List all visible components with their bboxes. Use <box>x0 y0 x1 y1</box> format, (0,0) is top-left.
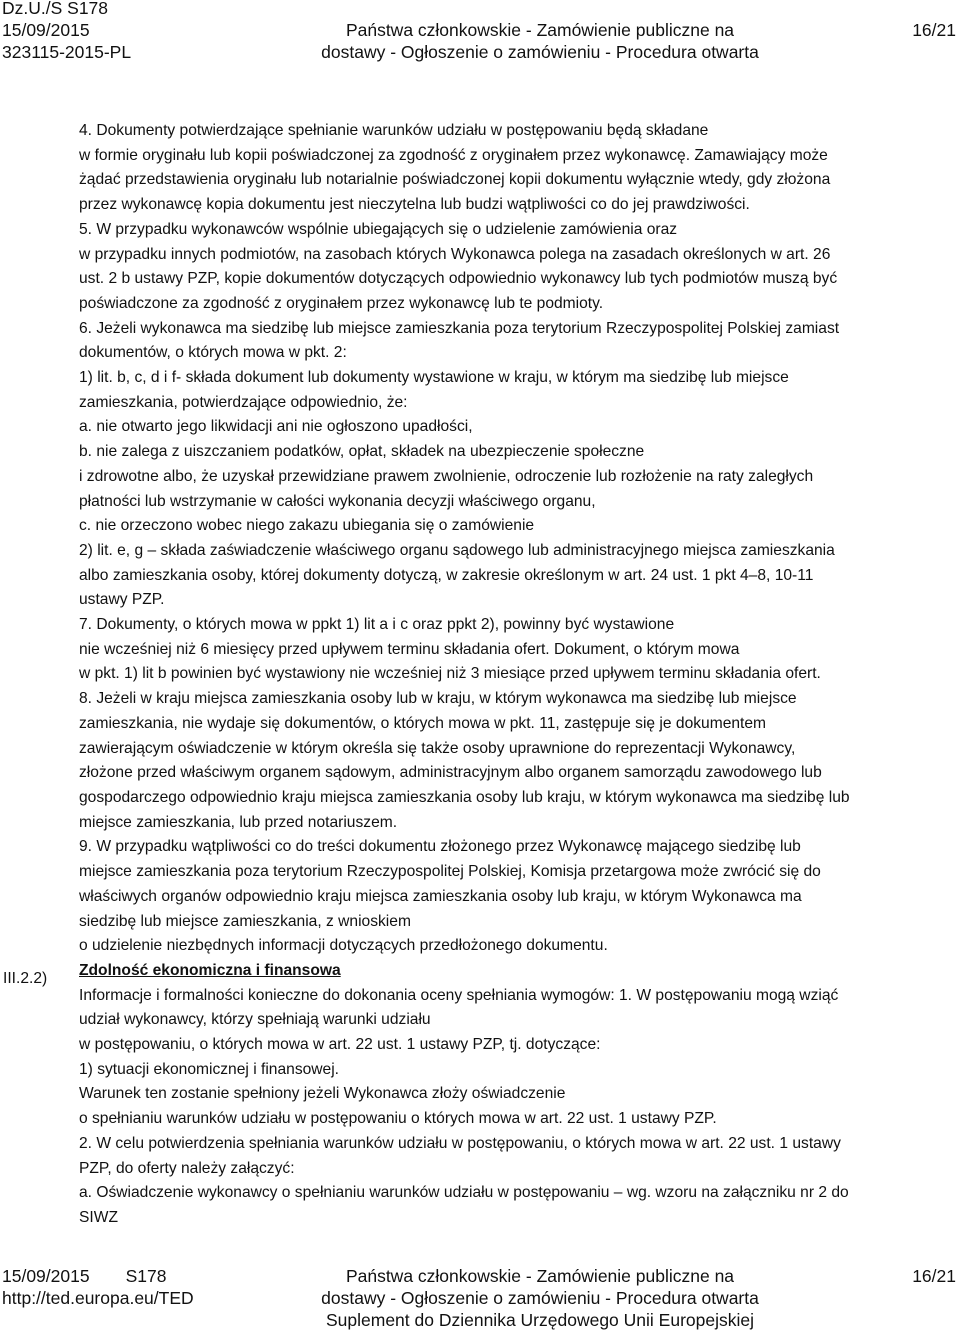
text-line: a. Oświadczenie wykonawcy o spełnianiu warunków udziału w postępowaniu – wg. wzoru na załączniku nr 2 do <box>79 1184 849 1202</box>
text-line: nie wcześniej niż 6 miesięcy przed upływem terminu składania ofert. Dokument, o którym mowa <box>79 640 740 658</box>
text-line: 2. W celu potwierdzenia spełniania warunków udziału w postępowaniu, o których mowa w art. 22 ust. 1 ustawy <box>79 1134 841 1152</box>
text-line: gospodarczego odpowiednio kraju miejsca zamieszkania osoby lub kraju, w którym wykonawca ma siedzibę lub <box>79 788 850 806</box>
section-heading <box>79 959 957 984</box>
text-line: 6. Jeżeli wykonawca ma siedzibę lub miejsce zamieszkania poza terytorium Rzeczypospolitej Polskiej zamiast <box>79 319 840 337</box>
text-line: 1) lit. b, c, d i f- składa dokument lub dokumenty wystawione w kraju, w którym ma siedzibę lub miejsce <box>79 369 789 387</box>
text-line: zamieszkania, nie wydaje się dokumentów, o których mowa w pkt. 11, zastępuje się je dokumentem <box>79 714 767 732</box>
notice-id: 323115-2015-PL <box>2 42 132 62</box>
header-title-line1: Państwa członkowskie - Zamówienie publiczne na <box>345 20 735 40</box>
footer-title-line3: Suplement do Dziennika Urzędowego Unii Europejskiej <box>325 1310 754 1330</box>
text-line: płatności lub wstrzymanie w całości wykonania decyzji właściwego organu, <box>79 492 596 510</box>
text-line: 4. Dokumenty potwierdzające spełnianie warunków udziału w postępowaniu będą składane <box>79 122 709 139</box>
text-line: siedzibę lub miejsce zamieszkania, z wnioskiem <box>79 912 411 930</box>
text-line: miejsce zamieszkania, lub przed notariuszem. <box>79 813 398 831</box>
text-line: Informacje i formalności konieczne do dokonania oceny spełniania wymogów: 1. W postępowaniu mogą wziąć <box>79 986 839 1004</box>
text-line: 7. Dokumenty, o których mowa w ppkt 1) lit a i c oraz ppkt 2), powinny być wystawione <box>79 616 675 634</box>
footer-date: 15/09/2015 <box>2 1266 90 1286</box>
text-line: 8. Jeżeli w kraju miejsca zamieszkania osoby lub w kraju, w którym wykonawca ma siedzibę lub miejsce <box>79 690 797 708</box>
text-line: w pkt. 1) lit b powinien być wystawiony nie wcześniej niż 3 miesiące przed upływem terminu składania ofert. <box>79 665 821 683</box>
section-number: III.2.2) <box>3 970 48 987</box>
footer-page-number: 16/21 <box>912 1266 956 1286</box>
text-line: o udzielenie niezbędnych informacji dotyczących przedłożonego dokumentu. <box>79 937 608 955</box>
text-line: 9. W przypadku wątpliwości co do treści dokumentu złożonego przez Wykonawcę mającego siedzibę lub <box>79 838 801 856</box>
text-line: ust. 2 b ustawy PZP, kopie dokumentów dotyczących odpowiednio wykonawcy lub tych podmiotów muszą być <box>79 270 838 288</box>
text-line: o spełnianiu warunków udziału w postępowaniu o których mowa w art. 22 ust. 1 ustawy PZP. <box>79 1110 717 1128</box>
text-line: albo zamieszkania osoby, której dokumenty dotyczą, w zakresie określonym w art. 24 ust. 1 pkt 4–8, 10-11 <box>79 566 814 584</box>
text-line: 5. W przypadku wykonawców wspólnie ubiegających się o udzielenie zamówienia oraz <box>79 220 678 238</box>
text-line: SIWZ <box>79 1208 118 1226</box>
requirements-text <box>79 119 957 959</box>
text-line: 1) sytuacji ekonomicznej i finansowej. <box>79 1060 340 1078</box>
text-line: poświadczone za zgodność z oryginałem przez wykonawcę lub te podmioty. <box>79 294 604 312</box>
journal-reference: Dz.U./S S178 <box>2 0 109 18</box>
footer-url: http://ted.europa.eu/TED <box>2 1288 194 1308</box>
footer-code: S178 <box>125 1266 167 1286</box>
text-line: udział wykonawcy, którzy spełniają warunki udziału <box>79 1011 431 1029</box>
economic-capacity-text <box>79 984 957 1231</box>
header-date: 15/09/2015 <box>2 20 90 40</box>
text-line: przez wykonawcę kopia dokumentu jest nieczytelna lub budzi wątpliwości co do jej prawdziwości. <box>79 196 750 214</box>
header-title-line2: dostawy - Ogłoszenie o zamówieniu - Procedura otwarta <box>321 42 759 62</box>
text-line: a. nie otwarto jego likwidacji ani nie ogłoszono upadłości, <box>79 418 473 436</box>
text-line: żądać przedstawienia oryginału lub notarialnie poświadczonej kopii dokumentu wyłącznie wtedy, gdy złożona <box>79 171 831 189</box>
text-line: ustawy PZP. <box>79 591 165 609</box>
text-line: właściwych organów odpowiednio kraju miejsca zamieszkania osoby lub kraju, w którym Wykonawca ma <box>79 887 802 905</box>
text-line: PZP, do oferty należy załączyć: <box>79 1159 295 1177</box>
footer-title <box>0 1265 960 1331</box>
text-line: dokumentów, o których mowa w pkt. 2: <box>79 344 347 362</box>
text-line: w postępowaniu, o których mowa w art. 22 ust. 1 ustawy PZP, tj. dotyczące: <box>79 1036 601 1054</box>
footer-title-line2: dostawy - Ogłoszenie o zamówieniu - Procedura otwarta <box>321 1288 759 1308</box>
text-line: miejsce zamieszkania poza terytorium Rzeczypospolitej Polskiej, Komisja przetargowa może zwrócić się do <box>79 863 821 881</box>
text-line: 2) lit. e, g – składa zaświadczenie właściwego organu sądowego lub administracyjnego miejsca zamieszkania <box>79 541 835 559</box>
text-line: w przypadku innych podmiotów, na zasobach których Wykonawca polega na zasadach określonych w art. 26 <box>79 245 831 263</box>
text-line: b. nie zalega z uiszczaniem podatków, opłat, składek na ubezpieczenie społeczne <box>79 443 645 461</box>
footer-title-line1: Państwa członkowskie - Zamówienie publiczne na <box>345 1266 735 1286</box>
text-line: w formie oryginału lub kopii poświadczonej za zgodność z oryginałem przez wykonawcę. Zamawiający może <box>79 146 828 164</box>
header-page-number: 16/21 <box>912 20 956 40</box>
text-line: c. nie orzeczono wobec niego zakazu ubiegania się o zamówienie <box>79 517 535 535</box>
section-title: Zdolność ekonomiczna i finansowa <box>79 961 341 979</box>
text-line: Warunek ten zostanie spełniony jeżeli Wykonawca złoży oświadczenie <box>79 1085 566 1103</box>
text-line: zamieszkania, potwierdzające odpowiednio, że: <box>79 393 408 411</box>
text-line: zawierającym oświadczenie w którym określa się także osoby uprawnione do reprezentacji Wykonawcy, <box>79 739 796 757</box>
text-line: złożone przed właściwym organem sądowym, administracyjnym albo organem samorządu zawodowego lub <box>79 764 822 782</box>
document-body <box>79 119 957 1231</box>
header-title <box>0 0 960 63</box>
text-line: i zdrowotne albo, że uzyskał przewidziane prawem zwolnienie, odroczenie lub rozłożenie na raty zaległych <box>79 467 814 485</box>
